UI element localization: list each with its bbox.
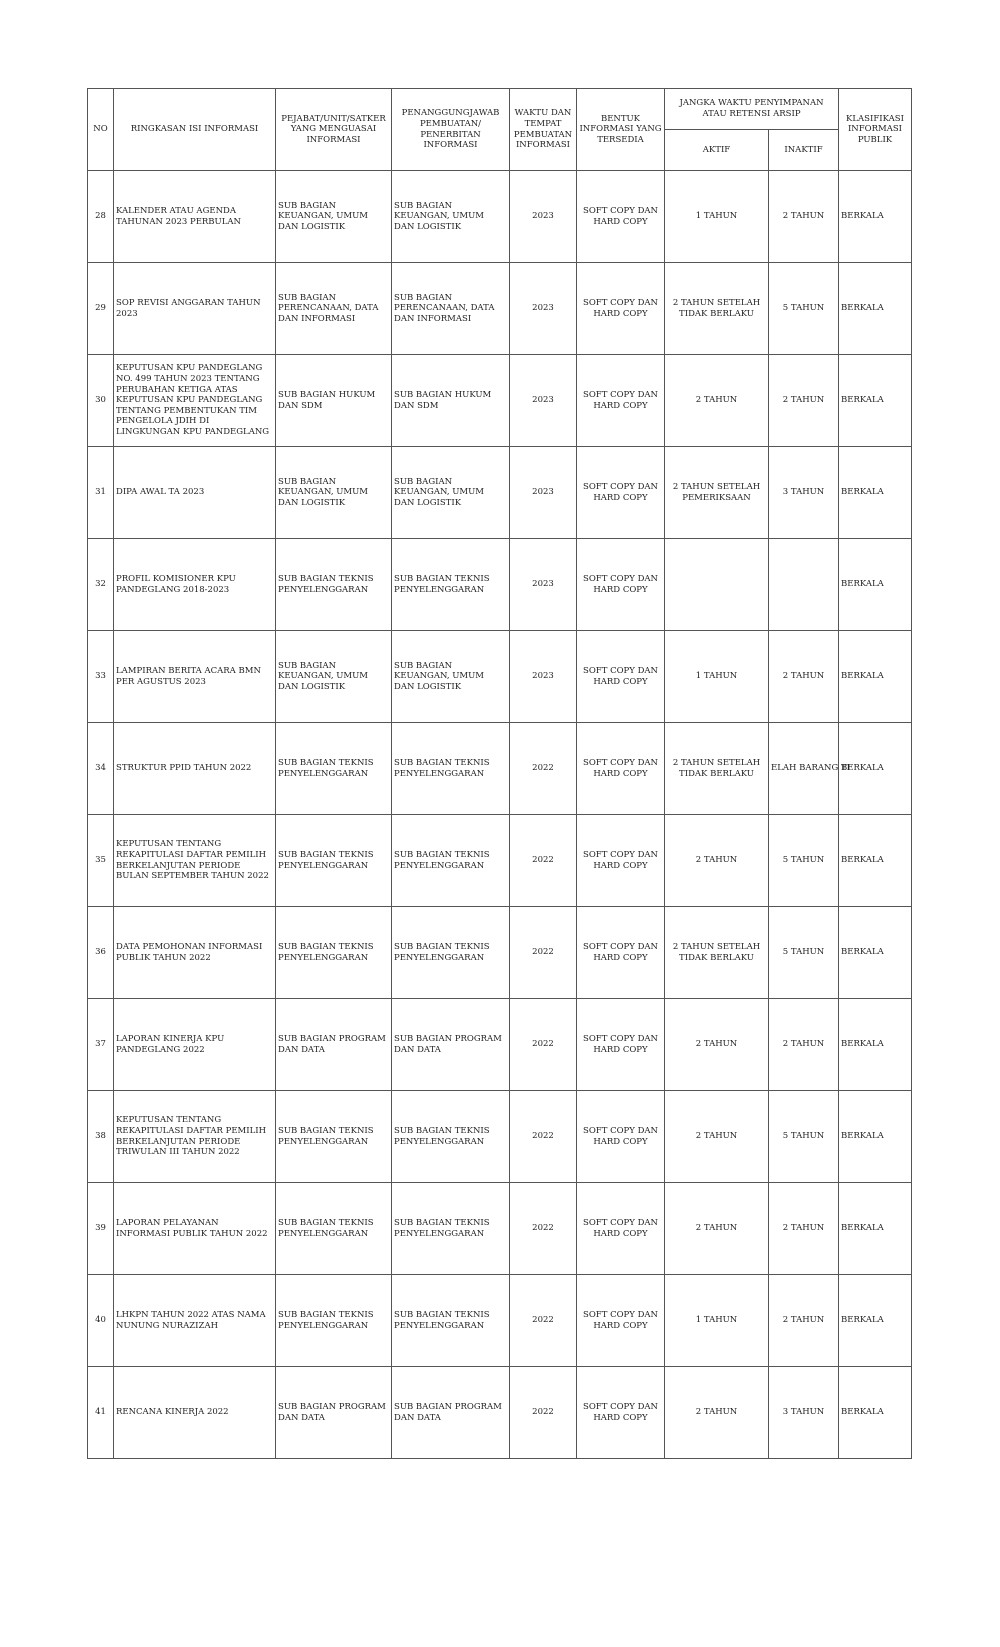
cell-penanggungjawab: SUB BAGIAN HUKUM DAN SDM (392, 355, 510, 447)
cell-aktif: 2 TAHUN (665, 999, 769, 1091)
cell-aktif: 2 TAHUN SETELAH TIDAK BERLAKU (665, 723, 769, 815)
cell-penanggungjawab: SUB BAGIAN TEKNIS PENYELENGGARAN (392, 907, 510, 999)
cell-ringkasan: KALENDER ATAU AGENDA TAHUNAN 2023 PERBULAN (114, 171, 276, 263)
table-header (88, 89, 912, 171)
cell-no: 41 (88, 1367, 114, 1459)
cell-inaktif: 2 TAHUN (769, 1275, 839, 1367)
cell-pejabat: SUB BAGIAN TEKNIS PENYELENGGARAN (276, 907, 392, 999)
cell-ringkasan: STRUKTUR PPID TAHUN 2022 (114, 723, 276, 815)
cell-klasifikasi: BERKALA (839, 1183, 912, 1275)
cell-waktu: 2023 (510, 539, 577, 631)
cell-ringkasan: RENCANA KINERJA 2022 (114, 1367, 276, 1459)
cell-bentuk: SOFT COPY DAN HARD COPY (577, 723, 665, 815)
cell-bentuk: SOFT COPY DAN HARD COPY (577, 1183, 665, 1275)
cell-ringkasan: KEPUTUSAN TENTANG REKAPITULASI DAFTAR PEMILIH BERKELANJUTAN PERIODE TRIWULAN III TAHUN 2022 (114, 1091, 276, 1183)
cell-penanggungjawab: SUB BAGIAN KEUANGAN, UMUM DAN LOGISTIK (392, 171, 510, 263)
cell-ringkasan: LHKPN TAHUN 2022 ATAS NAMA NUNUNG NURAZIZAH (114, 1275, 276, 1367)
cell-bentuk: SOFT COPY DAN HARD COPY (577, 999, 665, 1091)
cell-klasifikasi: BERKALA (839, 631, 912, 723)
cell-no: 30 (88, 355, 114, 447)
table-row (88, 355, 912, 447)
cell-aktif: 2 TAHUN SETELAH TIDAK BERLAKU (665, 263, 769, 355)
cell-pejabat: SUB BAGIAN KEUANGAN, UMUM DAN LOGISTIK (276, 631, 392, 723)
cell-aktif: 1 TAHUN (665, 631, 769, 723)
cell-klasifikasi: BERKALA (839, 539, 912, 631)
header-bentuk: BENTUK INFORMASI YANG TERSEDIA (577, 89, 665, 171)
cell-penanggungjawab: SUB BAGIAN KEUANGAN, UMUM DAN LOGISTIK (392, 631, 510, 723)
cell-penanggungjawab: SUB BAGIAN TEKNIS PENYELENGGARAN (392, 1275, 510, 1367)
cell-bentuk: SOFT COPY DAN HARD COPY (577, 1367, 665, 1459)
table-row (88, 447, 912, 539)
cell-waktu: 2023 (510, 355, 577, 447)
cell-bentuk: SOFT COPY DAN HARD COPY (577, 1275, 665, 1367)
cell-aktif (665, 539, 769, 631)
cell-inaktif: 5 TAHUN (769, 815, 839, 907)
cell-inaktif: 2 TAHUN (769, 631, 839, 723)
header-pejabat: PEJABAT/UNIT/SATKER YANG MENGUASAI INFORMASI (276, 89, 392, 171)
cell-bentuk: SOFT COPY DAN HARD COPY (577, 631, 665, 723)
information-list-table (87, 88, 912, 1459)
cell-bentuk: SOFT COPY DAN HARD COPY (577, 171, 665, 263)
cell-no: 34 (88, 723, 114, 815)
cell-pejabat: SUB BAGIAN TEKNIS PENYELENGGARAN (276, 1183, 392, 1275)
cell-klasifikasi: BERKALA (839, 263, 912, 355)
cell-penanggungjawab: SUB BAGIAN TEKNIS PENYELENGGARAN (392, 539, 510, 631)
cell-klasifikasi: BERKALA (839, 1091, 912, 1183)
cell-bentuk: SOFT COPY DAN HARD COPY (577, 263, 665, 355)
table-row (88, 1275, 912, 1367)
cell-inaktif: 2 TAHUN (769, 355, 839, 447)
table-row (88, 171, 912, 263)
cell-penanggungjawab: SUB BAGIAN PROGRAM DAN DATA (392, 999, 510, 1091)
cell-aktif: 1 TAHUN (665, 171, 769, 263)
cell-aktif: 2 TAHUN (665, 815, 769, 907)
cell-klasifikasi: BERKALA (839, 1367, 912, 1459)
header-waktu: WAKTU DAN TEMPAT PEMBUATAN INFORMASI (510, 89, 577, 171)
table-row (88, 539, 912, 631)
cell-pejabat: SUB BAGIAN PERENCANAAN, DATA DAN INFORMASI (276, 263, 392, 355)
cell-pejabat: SUB BAGIAN TEKNIS PENYELENGGARAN (276, 539, 392, 631)
cell-inaktif: 2 TAHUN (769, 1183, 839, 1275)
cell-no: 32 (88, 539, 114, 631)
cell-klasifikasi: BERKALA (839, 355, 912, 447)
cell-inaktif: 5 TAHUN (769, 1091, 839, 1183)
cell-pejabat: SUB BAGIAN PROGRAM DAN DATA (276, 1367, 392, 1459)
cell-ringkasan: LAPORAN PELAYANAN INFORMASI PUBLIK TAHUN 2022 (114, 1183, 276, 1275)
cell-klasifikasi: BERKALA (839, 1275, 912, 1367)
cell-no: 33 (88, 631, 114, 723)
table-row (88, 631, 912, 723)
header-klasifikasi: KLASIFIKASI INFORMASI PUBLIK (839, 89, 912, 171)
cell-waktu: 2022 (510, 907, 577, 999)
cell-inaktif: 5 TAHUN (769, 263, 839, 355)
cell-no: 37 (88, 999, 114, 1091)
cell-no: 36 (88, 907, 114, 999)
table-row (88, 999, 912, 1091)
cell-bentuk: SOFT COPY DAN HARD COPY (577, 1091, 665, 1183)
cell-no: 39 (88, 1183, 114, 1275)
cell-bentuk: SOFT COPY DAN HARD COPY (577, 815, 665, 907)
cell-waktu: 2023 (510, 447, 577, 539)
cell-waktu: 2022 (510, 1183, 577, 1275)
cell-ringkasan: PROFIL KOMISIONER KPU PANDEGLANG 2018-2023 (114, 539, 276, 631)
cell-waktu: 2023 (510, 631, 577, 723)
cell-aktif: 2 TAHUN SETELAH TIDAK BERLAKU (665, 907, 769, 999)
cell-penanggungjawab: SUB BAGIAN TEKNIS PENYELENGGARAN (392, 1091, 510, 1183)
cell-ringkasan: KEPUTUSAN KPU PANDEGLANG NO. 499 TAHUN 2023 TENTANG PERUBAHAN KETIGA ATAS KEPUTUSAN KPU PANDEGLANG TENTANG PEMBENTUKAN TIM PENGELOLA JDIH DI LINGKUNGAN KPU PANDEGLANG (114, 355, 276, 447)
table-row (88, 815, 912, 907)
cell-aktif: 2 TAHUN (665, 355, 769, 447)
cell-no: 38 (88, 1091, 114, 1183)
cell-inaktif: 5 TAHUN (769, 907, 839, 999)
cell-aktif: 2 TAHUN (665, 1367, 769, 1459)
table-row (88, 1367, 912, 1459)
cell-inaktif (769, 539, 839, 631)
cell-pejabat: SUB BAGIAN TEKNIS PENYELENGGARAN (276, 1275, 392, 1367)
cell-no: 29 (88, 263, 114, 355)
cell-penanggungjawab: SUB BAGIAN TEKNIS PENYELENGGARAN (392, 1183, 510, 1275)
cell-pejabat: SUB BAGIAN HUKUM DAN SDM (276, 355, 392, 447)
cell-penanggungjawab: SUB BAGIAN PROGRAM DAN DATA (392, 1367, 510, 1459)
header-aktif: AKTIF (665, 130, 769, 171)
header-penanggungjawab: PENANGGUNGJAWAB PEMBUATAN/ PENERBITAN INFORMASI (392, 89, 510, 171)
cell-klasifikasi: BERKALA (839, 907, 912, 999)
cell-ringkasan: KEPUTUSAN TENTANG REKAPITULASI DAFTAR PEMILIH BERKELANJUTAN PERIODE BULAN SEPTEMBER TAHUN 2022 (114, 815, 276, 907)
cell-ringkasan: DATA PEMOHONAN INFORMASI PUBLIK TAHUN 2022 (114, 907, 276, 999)
cell-waktu: 2023 (510, 171, 577, 263)
cell-inaktif: 3 TAHUN (769, 1367, 839, 1459)
cell-waktu: 2023 (510, 263, 577, 355)
cell-klasifikasi: BERKALA (839, 815, 912, 907)
cell-klasifikasi: BERKALA (839, 723, 912, 815)
cell-no: 31 (88, 447, 114, 539)
cell-waktu: 2022 (510, 1367, 577, 1459)
table-row (88, 907, 912, 999)
cell-no: 40 (88, 1275, 114, 1367)
cell-penanggungjawab: SUB BAGIAN TEKNIS PENYELENGGARAN (392, 723, 510, 815)
cell-inaktif: ELAH BARANG TI (769, 723, 839, 815)
header-inaktif: INAKTIF (769, 130, 839, 171)
cell-no: 35 (88, 815, 114, 907)
cell-ringkasan: LAPORAN KINERJA KPU PANDEGLANG 2022 (114, 999, 276, 1091)
cell-waktu: 2022 (510, 1275, 577, 1367)
cell-pejabat: SUB BAGIAN TEKNIS PENYELENGGARAN (276, 1091, 392, 1183)
cell-pejabat: SUB BAGIAN TEKNIS PENYELENGGARAN (276, 815, 392, 907)
cell-aktif: 2 TAHUN (665, 1183, 769, 1275)
table-row (88, 1183, 912, 1275)
cell-pejabat: SUB BAGIAN KEUANGAN, UMUM DAN LOGISTIK (276, 447, 392, 539)
cell-aktif: 2 TAHUN (665, 1091, 769, 1183)
table-row (88, 263, 912, 355)
table-row (88, 723, 912, 815)
header-ringkasan: RINGKASAN ISI INFORMASI (114, 89, 276, 171)
cell-ringkasan: SOP REVISI ANGGARAN TAHUN 2023 (114, 263, 276, 355)
cell-klasifikasi: BERKALA (839, 999, 912, 1091)
cell-waktu: 2022 (510, 999, 577, 1091)
cell-penanggungjawab: SUB BAGIAN TEKNIS PENYELENGGARAN (392, 815, 510, 907)
cell-waktu: 2022 (510, 1091, 577, 1183)
cell-penanggungjawab: SUB BAGIAN PERENCANAAN, DATA DAN INFORMASI (392, 263, 510, 355)
header-jangka-waktu: JANGKA WAKTU PENYIMPANAN ATAU RETENSI ARSIP (665, 89, 839, 130)
cell-ringkasan: DIPA AWAL TA 2023 (114, 447, 276, 539)
cell-inaktif: 2 TAHUN (769, 171, 839, 263)
cell-pejabat: SUB BAGIAN KEUANGAN, UMUM DAN LOGISTIK (276, 171, 392, 263)
cell-pejabat: SUB BAGIAN PROGRAM DAN DATA (276, 999, 392, 1091)
cell-pejabat: SUB BAGIAN TEKNIS PENYELENGGARAN (276, 723, 392, 815)
cell-waktu: 2022 (510, 723, 577, 815)
table-row (88, 1091, 912, 1183)
cell-bentuk: SOFT COPY DAN HARD COPY (577, 907, 665, 999)
cell-no: 28 (88, 171, 114, 263)
cell-aktif: 2 TAHUN SETELAH PEMERIKSAAN (665, 447, 769, 539)
header-no: NO (88, 89, 114, 171)
cell-inaktif: 3 TAHUN (769, 447, 839, 539)
cell-bentuk: SOFT COPY DAN HARD COPY (577, 539, 665, 631)
cell-inaktif: 2 TAHUN (769, 999, 839, 1091)
cell-klasifikasi: BERKALA (839, 447, 912, 539)
cell-aktif: 1 TAHUN (665, 1275, 769, 1367)
cell-klasifikasi: BERKALA (839, 171, 912, 263)
cell-bentuk: SOFT COPY DAN HARD COPY (577, 355, 665, 447)
cell-waktu: 2022 (510, 815, 577, 907)
cell-ringkasan: LAMPIRAN BERITA ACARA BMN PER AGUSTUS 2023 (114, 631, 276, 723)
cell-bentuk: SOFT COPY DAN HARD COPY (577, 447, 665, 539)
table-body (88, 171, 912, 1459)
cell-penanggungjawab: SUB BAGIAN KEUANGAN, UMUM DAN LOGISTIK (392, 447, 510, 539)
